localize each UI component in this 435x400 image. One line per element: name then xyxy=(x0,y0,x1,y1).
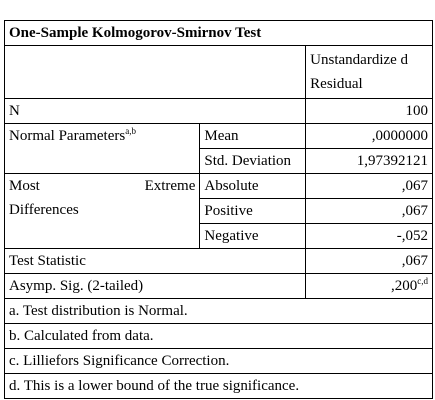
table-row-asymp-sig xyxy=(5,274,433,299)
column-header-text: Unstandardize d Residual xyxy=(310,52,409,92)
ks-test-table xyxy=(4,20,433,399)
value-std-deviation: 1,97392121 xyxy=(306,149,433,174)
ks-test-table-container xyxy=(4,20,433,399)
row-label-test-statistic: Test Statistic xyxy=(5,249,306,274)
table-row-absolute xyxy=(5,174,433,199)
footnote-row-a xyxy=(5,299,433,324)
header-row xyxy=(5,46,433,99)
normal-parameters-footnote-ref: a,b xyxy=(125,126,136,136)
most-extreme-line1 xyxy=(9,176,195,196)
value-mean: ,0000000 xyxy=(306,124,433,149)
footnote-row-d xyxy=(5,374,433,399)
most-extreme-word-extreme: Extreme xyxy=(144,178,196,194)
most-extreme-word-differences: Differences xyxy=(9,202,79,218)
value-positive: ,067 xyxy=(306,199,433,224)
value-n: 100 xyxy=(306,99,433,124)
sublabel-absolute: Absolute xyxy=(200,174,306,199)
sublabel-mean: Mean xyxy=(200,124,306,149)
sublabel-negative: Negative xyxy=(200,224,306,249)
sublabel-std-deviation: Std. Deviation xyxy=(200,149,306,174)
row-label-n: N xyxy=(5,99,306,124)
asymp-sig-footnote-ref: c,d xyxy=(417,276,428,286)
footnote-d: d. This is a lower bound of the true significance. xyxy=(5,374,433,399)
table-row-mean xyxy=(5,124,433,149)
value-asymp-sig: ,200 xyxy=(391,278,418,294)
header-blank-cell xyxy=(5,46,306,99)
value-asymp-sig-cell xyxy=(306,274,433,299)
footnote-c: c. Lilliefors Significance Correction. xyxy=(5,349,433,374)
footnote-row-c xyxy=(5,349,433,374)
footnote-b: b. Calculated from data. xyxy=(5,324,433,349)
most-extreme-word-most: Most xyxy=(9,178,40,194)
table-row-test-statistic xyxy=(5,249,433,274)
title-row xyxy=(5,21,433,46)
normal-parameters-label: Normal Parameters xyxy=(9,128,126,144)
row-label-normal-parameters xyxy=(5,124,200,174)
table-row-n xyxy=(5,99,433,124)
footnote-a: a. Test distribution is Normal. xyxy=(5,299,433,324)
table-title: One-Sample Kolmogorov-Smirnov Test xyxy=(5,21,433,46)
value-negative: -,052 xyxy=(306,224,433,249)
column-header-unstandardized-residual xyxy=(306,46,433,99)
row-label-asymp-sig: Asymp. Sig. (2-tailed) xyxy=(5,274,306,299)
sublabel-positive: Positive xyxy=(200,199,306,224)
footnote-row-b xyxy=(5,324,433,349)
row-label-most-extreme-differences xyxy=(5,174,200,249)
value-test-statistic: ,067 xyxy=(306,249,433,274)
value-absolute: ,067 xyxy=(306,174,433,199)
